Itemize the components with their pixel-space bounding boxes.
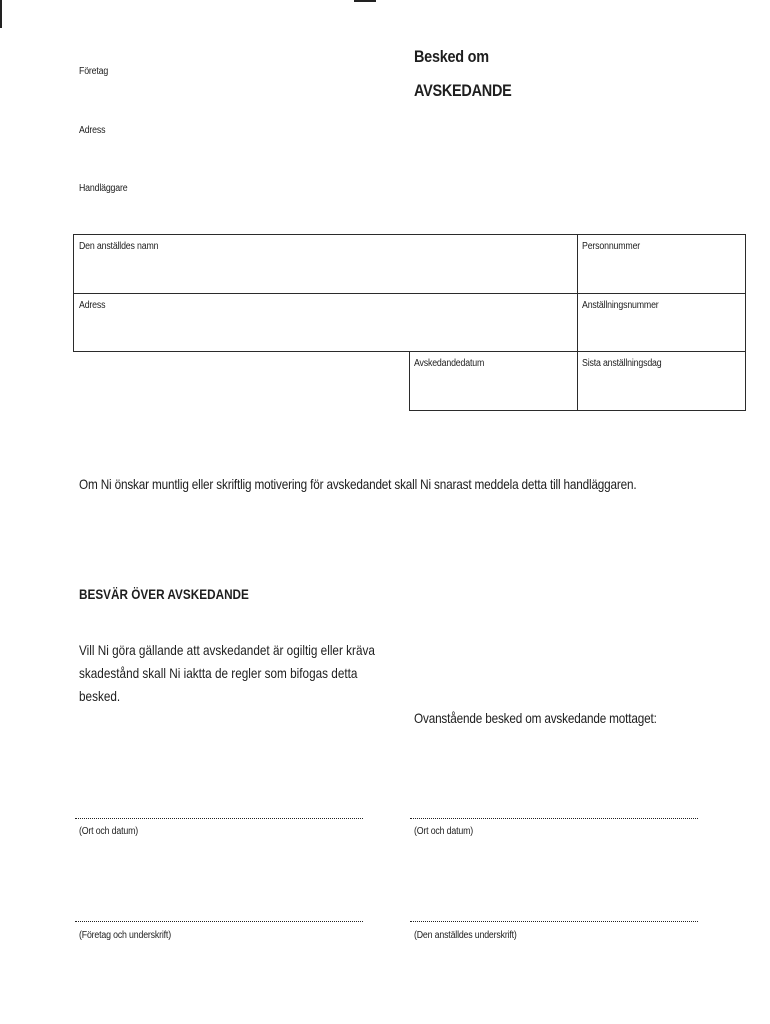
employee-signature-line[interactable]: [410, 921, 698, 922]
appeal-paragraph: [79, 639, 375, 708]
appeal-line-2: skadestånd skall Ni iaktta de regler som bifogas detta: [79, 665, 358, 681]
right-place-date-label: (Ort och datum): [414, 826, 473, 837]
employment-number-field[interactable]: Anställningsnummer: [582, 300, 659, 311]
receipt-text: Ovanstående besked om avskedande mottaget:: [414, 710, 657, 726]
employer-address-label: Adress: [79, 125, 106, 136]
company-signature-label: (Företag och underskrift): [79, 930, 171, 941]
last-employment-day-field[interactable]: Sista anställningsdag: [582, 358, 662, 369]
handler-label: Handläggare: [79, 183, 128, 194]
right-place-date-line[interactable]: [410, 818, 698, 819]
appeal-line-3: besked.: [79, 688, 121, 704]
table-line-left: [73, 234, 74, 352]
document-title-line1: Besked om: [414, 47, 489, 66]
scan-mark-top: [354, 0, 376, 2]
table-line-top: [73, 234, 746, 235]
table-line-middle: [73, 293, 746, 294]
left-place-date-line[interactable]: [75, 818, 363, 819]
appeal-heading: BESVÄR ÖVER AVSKEDANDE: [79, 586, 249, 602]
motivation-text: Om Ni önskar muntlig eller skriftlig motivering för avskedandet skall Ni snarast meddela detta till handläggaren.: [79, 476, 637, 492]
left-place-date-label: (Ort och datum): [79, 826, 138, 837]
table-line-divider: [577, 234, 578, 411]
employee-signature-label: (Den anställdes underskrift): [414, 930, 517, 941]
company-signature-line[interactable]: [75, 921, 363, 922]
scan-mark-left: [0, 0, 2, 28]
company-label: Företag: [79, 66, 109, 77]
table-line-date-left: [409, 351, 410, 411]
dismissal-date-field[interactable]: Avskedandedatum: [414, 358, 485, 369]
employee-address-field[interactable]: Adress: [79, 300, 106, 311]
appeal-line-1: Vill Ni göra gällande att avskedandet är ogiltig eller kräva: [79, 642, 375, 658]
personal-number-field[interactable]: Personnummer: [582, 241, 641, 252]
document-title-line2: AVSKEDANDE: [414, 81, 512, 100]
table-line-right: [745, 234, 746, 411]
employee-name-field[interactable]: Den anställdes namn: [79, 241, 159, 252]
